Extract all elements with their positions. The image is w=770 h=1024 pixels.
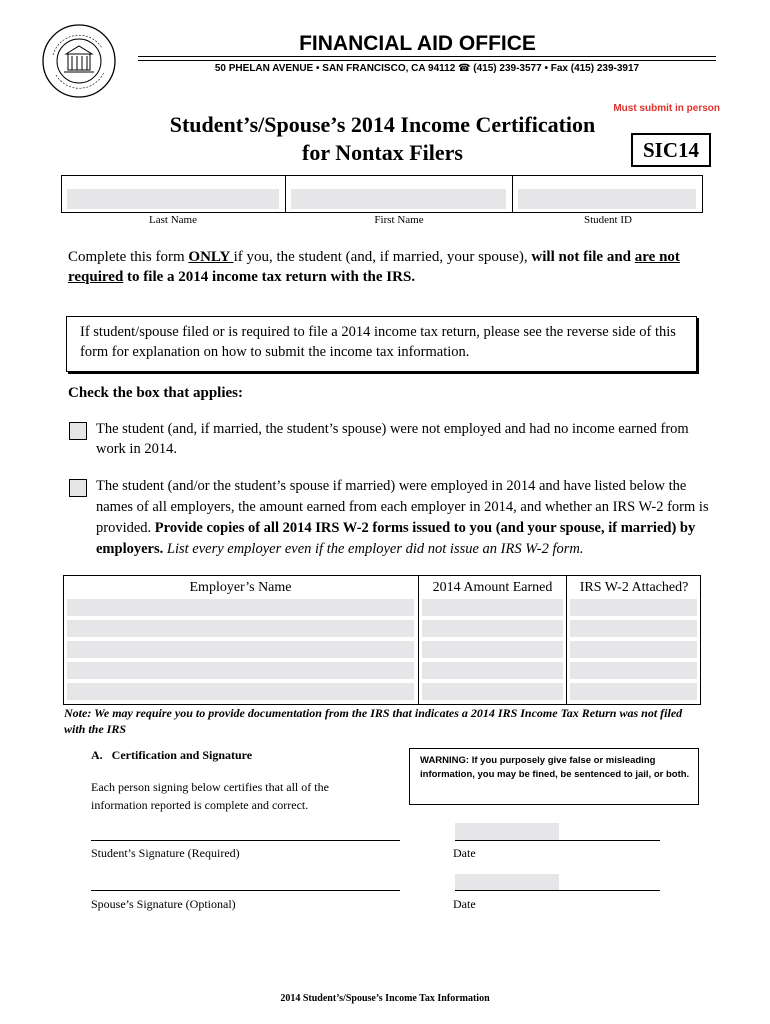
w2-attached-cell[interactable] [570, 641, 697, 658]
employed-text-3: List every employer even if the employer did not issue an IRS W-2 form. [163, 541, 584, 557]
filer-note-text: If student/spouse filed or is required to file a 2014 income tax return, please see the reverse side of this form for explanation on how to submit the income tax information. [80, 324, 676, 360]
amount-earned-cell[interactable] [422, 641, 563, 658]
first-name-label: First Name [374, 214, 424, 226]
amount-earned-cell[interactable] [422, 662, 563, 679]
instruction-text-1: Complete this form [68, 249, 189, 265]
certification-heading: A. Certification and Signature [91, 748, 253, 762]
must-submit-notice: Must submit in person [613, 103, 720, 114]
amount-earned-cell[interactable] [422, 683, 563, 700]
student-id-field[interactable] [518, 189, 696, 209]
spouse-signature-line[interactable] [91, 890, 400, 891]
office-title: FINANCIAL AID OFFICE [299, 32, 536, 55]
name-divider-1 [285, 175, 286, 213]
instruction-text-3: to file a 2014 income tax return with the IRS. [123, 269, 416, 285]
instruction-paragraph [68, 247, 708, 287]
last-name-field[interactable] [67, 189, 279, 209]
address-line: 50 PHELAN AVENUE • SAN FRANCISCO, CA 94112 ☎ (415) 239-3577 • Fax (415) 239-3917 [214, 63, 640, 74]
spouse-date-line [455, 890, 660, 891]
student-date-field[interactable] [455, 823, 559, 840]
student-id-label: Student ID [584, 214, 632, 226]
form-title-line1: Student’s/Spouse’s 2014 Income Certification [169, 112, 596, 137]
spouse-date-label: Date [453, 897, 476, 911]
header-rule [138, 56, 716, 61]
employer-name-cell[interactable] [67, 662, 414, 679]
check-heading: Check the box that applies: [68, 385, 244, 401]
form-title [130, 111, 635, 167]
employer-name-cell[interactable] [67, 599, 414, 616]
spouse-date-field[interactable] [455, 874, 559, 890]
instruction-will-not-file: will not file and [531, 249, 635, 265]
student-signature-label: Student’s Signature (Required) [91, 846, 240, 860]
name-divider-2 [512, 175, 513, 213]
w2-attached-cell[interactable] [570, 683, 697, 700]
w2-attached-cell[interactable] [570, 662, 697, 679]
irs-documentation-note: Note: We may require you to provide documentation from the IRS that indicates a 2014 IRS Income Tax Return was not filed with the IRS [64, 706, 683, 736]
employed-option-text [96, 476, 716, 560]
no-income-option-text: The student (and, if married, the student’s spouse) were not employed and had no income earned from work in 2014. [96, 421, 689, 457]
student-date-line [455, 840, 660, 841]
page-footer: 2014 Student’s/Spouse’s Income Tax Information [280, 993, 490, 1004]
employer-name-cell[interactable] [67, 641, 414, 658]
spouse-signature-label: Spouse’s Signature (Optional) [91, 897, 236, 911]
no-income-checkbox[interactable] [69, 422, 87, 440]
college-seal-logo [40, 20, 118, 102]
last-name-label: Last Name [149, 214, 197, 226]
employed-text-1: The student (and/or the student’s spouse if married) were employed in 2014 and have listed below the names of all employers, the amount earned from each employer in 2014, and whether an IRS W-2 form is provided. [96, 478, 709, 536]
form-code-box: SIC14 [631, 133, 711, 167]
form-title-line2: for Nontax Filers [302, 140, 463, 165]
amount-earned-cell[interactable] [422, 620, 563, 637]
employer-name-cell[interactable] [67, 683, 414, 700]
student-date-label: Date [453, 846, 476, 860]
employed-checkbox[interactable] [69, 479, 87, 497]
student-signature-line[interactable] [91, 840, 400, 841]
instruction-only: ONLY [188, 249, 234, 265]
w2-attached-cell[interactable] [570, 620, 697, 637]
employed-text-2: Provide copies of all 2014 IRS W-2 forms issued to you (and your spouse, if married) by employers. [96, 520, 696, 557]
certification-text: Each person signing below certifies that all of the information reported is complete and correct. [91, 780, 329, 812]
instruction-text-2: if you, the student (and, if married, your spouse), [233, 249, 532, 265]
employer-name-cell[interactable] [67, 620, 414, 637]
amount-earned-cell[interactable] [422, 599, 563, 616]
employer-name-header: Employer’s Name [189, 580, 292, 595]
amount-earned-header: 2014 Amount Earned [432, 580, 553, 595]
w2-attached-cell[interactable] [570, 599, 697, 616]
warning-text: WARNING: If you purposely give false or misleading information, you may be fined, be sentenced to jail, or both. [420, 755, 690, 780]
w2-attached-header: IRS W-2 Attached? [579, 580, 689, 595]
first-name-field[interactable] [291, 189, 506, 209]
instruction-not-required: are not required [68, 249, 680, 285]
